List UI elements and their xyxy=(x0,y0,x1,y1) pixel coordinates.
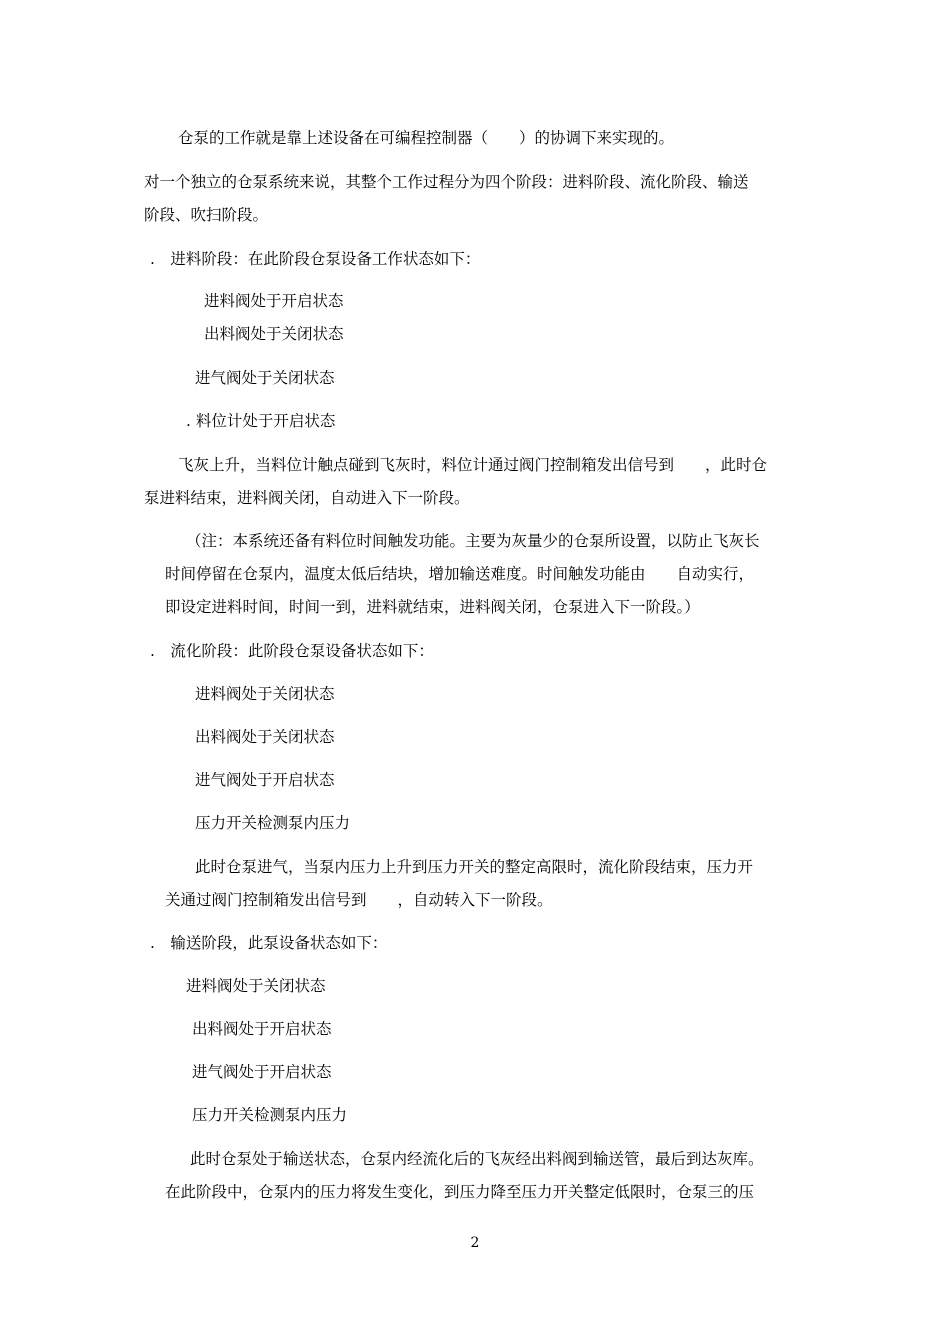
text-line: 即设定进料时间，时间一到，进料就结束，进料阀关闭，仓泵进入下一阶段。） xyxy=(165,598,700,616)
section-heading: . 进料阶段：在此阶段仓泵设备工作状态如下： xyxy=(150,250,481,268)
section-heading: . 流化阶段：此阶段仓泵设备状态如下： xyxy=(150,642,434,660)
list-item: 进气阀处于关闭状态 xyxy=(195,369,335,387)
list-item: 进气阀处于开启状态 xyxy=(195,771,335,789)
text-line: 此时仓泵进气，当泵内压力上升到压力开关的整定高限时，流化阶段结束，压力开 xyxy=(195,858,754,876)
list-item: 压力开关检测泵内压力 xyxy=(195,814,351,832)
list-item: 进气阀处于开启状态 xyxy=(192,1063,332,1081)
text-line: （注：本系统还备有料位时间触发功能。主要为灰量少的仓泵所设置，以防止飞灰长 xyxy=(186,532,760,550)
page-number: 2 xyxy=(470,1235,480,1251)
list-item: 压力开关检测泵内压力 xyxy=(192,1106,348,1124)
list-item: 出料阀处于关闭状态 xyxy=(204,325,344,343)
list-item: 出料阀处于关闭状态 xyxy=(195,728,335,746)
list-item: 出料阀处于开启状态 xyxy=(192,1020,332,1038)
list-item: 进料阀处于关闭状态 xyxy=(195,685,335,703)
list-item: 进料阀处于关闭状态 xyxy=(186,977,326,995)
list-item: 进料阀处于开启状态 xyxy=(204,292,344,310)
list-item: . 料位计处于开启状态 xyxy=(186,412,336,430)
text-line: 对一个独立的仓泵系统来说，其整个工作过程分为四个阶段：进料阶段、流化阶段、输送 xyxy=(144,173,749,191)
text-line: 泵进料结束，进料阀关闭，自动进入下一阶段。 xyxy=(144,489,470,507)
text-line: 此时仓泵处于输送状态，仓泵内经流化后的飞灰经出料阀到输送管，最后到达灰库。 xyxy=(190,1150,764,1168)
text-line: 时间停留在仓泵内，温度太低后结块，增加输送难度。时间触发功能由 自动实行， xyxy=(165,565,755,583)
section-heading: . 输送阶段，此泵设备状态如下： xyxy=(150,934,388,952)
text-line: 阶段、吹扫阶段。 xyxy=(144,206,269,224)
text-line: 飞灰上升，当料位计触点碰到飞灰时，料位计通过阀门控制箱发出信号到 ，此时仓 xyxy=(178,456,768,474)
text-line: 在此阶段中，仓泵内的压力将发生变化，到压力降至压力开关整定低限时，仓泵三的压 xyxy=(165,1183,755,1201)
text-line: 仓泵的工作就是靠上述设备在可编程控制器（ ）的协调下来实现的。 xyxy=(178,129,675,147)
text-line: 关通过阀门控制箱发出信号到 ，自动转入下一阶段。 xyxy=(165,891,553,909)
